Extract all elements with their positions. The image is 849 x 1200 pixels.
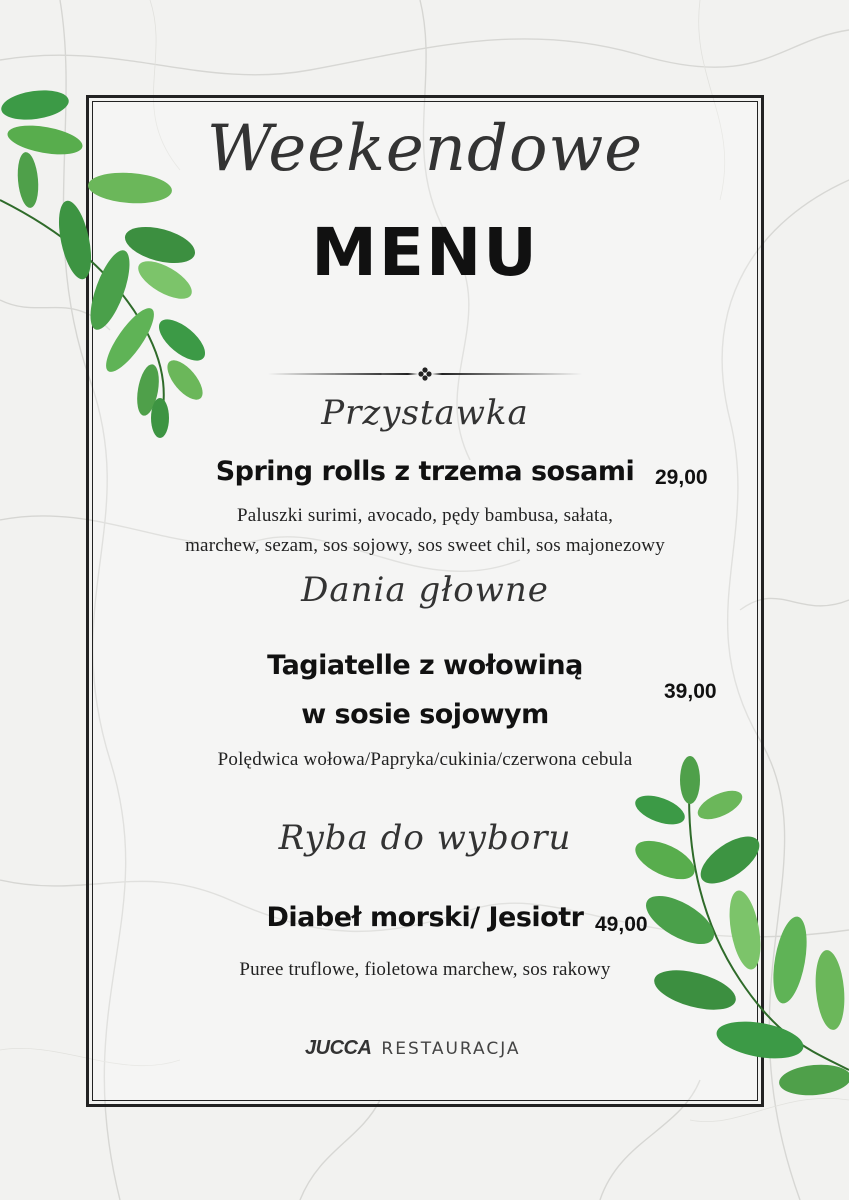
section-heading-fish: Ryba do wyboru: [278, 818, 572, 858]
dish-name: Tagiatelle z wołowiną: [267, 650, 583, 681]
dish-price: 49,00: [595, 913, 648, 936]
dish-description: Puree truflowe, fioletowa marchew, sos rakowy: [239, 959, 611, 980]
ornament-divider-icon: [268, 364, 582, 384]
dish-description: Polędwica wołowa/Papryka/cukinia/czerwona cebula: [217, 749, 633, 770]
section-heading-appetizer: Przystawka: [321, 393, 529, 433]
dish-description: Paluszki surimi, avocado, pędy bambusa, sałata,: [236, 505, 614, 526]
dish-name: w sosie sojowym: [301, 699, 549, 730]
dish-price: 29,00: [655, 466, 708, 489]
dish-price: 39,00: [664, 680, 717, 703]
dish-description: marchew, sezam, sos sojowy, sos sweet chil, sos majonezowy: [185, 535, 665, 556]
menu-main-title: MENU: [311, 214, 539, 291]
section-heading-mains: Dania głowne: [301, 570, 549, 610]
menu-script-title: Weekendowe: [206, 112, 644, 186]
restaurant-logo: [305, 1037, 521, 1060]
dish-name: Diabeł morski/ Jesiotr: [266, 902, 584, 933]
dish-name: Spring rolls z trzema sosami: [215, 456, 635, 487]
logo-mark: JUCCA: [305, 1037, 372, 1059]
logo-wordmark: RESTAURACJA: [381, 1039, 521, 1059]
